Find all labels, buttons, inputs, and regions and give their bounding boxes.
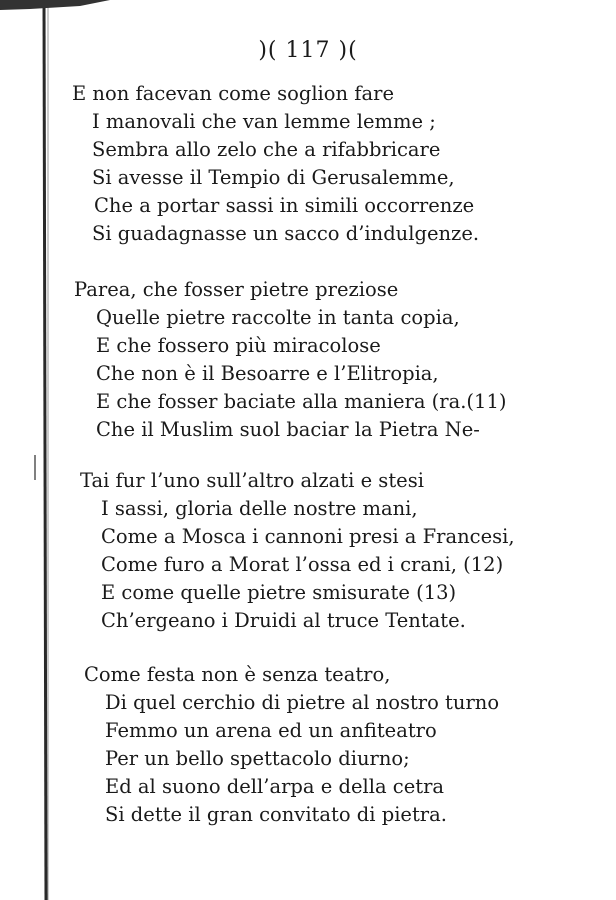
- verse-line: Per un bello spettacolo diurno;: [105, 747, 410, 770]
- verse-line: I sassi, gloria delle nostre mani,: [101, 497, 418, 520]
- verse-line: E non facevan come soglion fare: [72, 82, 394, 105]
- verse-line: I manovali che van lemme lemme ;: [92, 110, 436, 133]
- verse-line: Come festa non è senza teatro,: [84, 663, 391, 686]
- verse-line: Di quel cerchio di pietre al nostro turno: [105, 691, 500, 714]
- page-number-header: )( 117 )(: [258, 38, 358, 63]
- verse-line: E che fossero più miracolose: [96, 334, 381, 357]
- verse-line: E come quelle pietre smisurate (13): [101, 581, 457, 604]
- verse-line: Come a Mosca i cannoni presi a Francesi,: [101, 525, 515, 548]
- verse-line: E che fosser baciate alla maniera (ra.(11): [96, 390, 507, 413]
- verse-line: Parea, che fosser pietre preziose: [74, 278, 399, 301]
- verse-line: Come furo a Morat l’ossa ed i crani, (12): [101, 553, 504, 576]
- verse-line: Ed al suono dell’arpa e della cetra: [105, 775, 445, 798]
- verse-line: Ch’ergeano i Druidi al truce Tentate.: [101, 609, 466, 632]
- verse-line: Si avesse il Tempio di Gerusalemme,: [92, 166, 455, 189]
- verse-line: Femmo un arena ed un anfiteatro: [105, 719, 437, 742]
- verse-line: Tai fur l’uno sull’altro alzati e stesi: [80, 469, 424, 492]
- verse-line: Si guadagnasse un sacco d’indulgenze.: [92, 222, 480, 245]
- verse-line: Quelle pietre raccolte in tanta copia,: [96, 306, 460, 329]
- verse-line: Che non è il Besoarre e l’Elitropia,: [96, 362, 439, 385]
- verse-line: Sembra allo zelo che a rifabbricare: [92, 138, 441, 161]
- verse-line: Si dette il gran convitato di pietra.: [105, 803, 447, 826]
- verse-line: Che il Muslim suol baciar la Pietra Ne-: [96, 418, 480, 441]
- verse-line: Che a portar sassi in simili occorrenze: [94, 194, 475, 217]
